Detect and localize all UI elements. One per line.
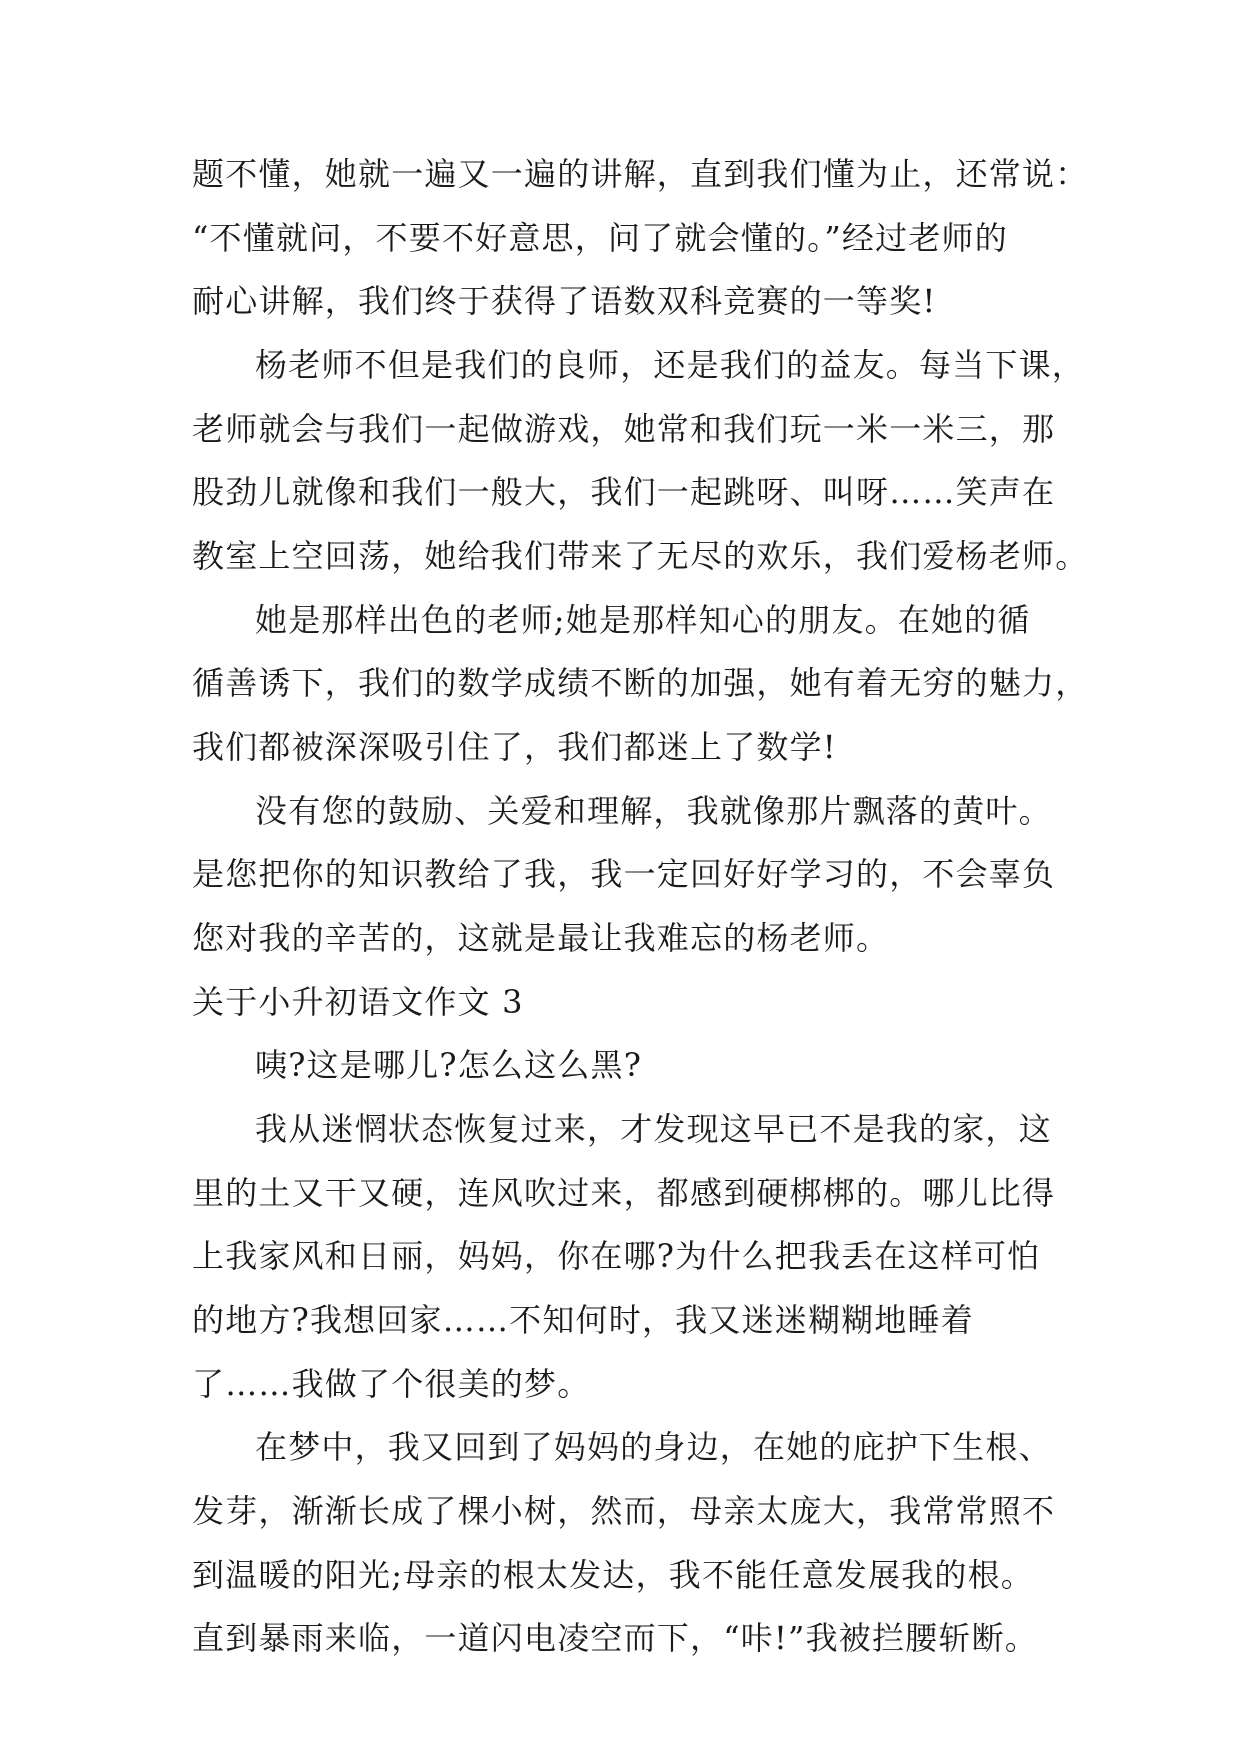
text-line: 到温暖的阳光;母亲的根太发达，我不能任意发展我的根。 (192, 1556, 1034, 1594)
text-line: 发芽，渐渐长成了棵小树，然而，母亲太庞大，我常常照不 (192, 1492, 1056, 1530)
paragraph-start-line: 没有您的鼓励、关爱和理解，我就像那片飘落的黄叶。 (255, 792, 1052, 830)
text-line: 的地方?我想回家……不知何时，我又迷迷糊糊地睡着 (192, 1301, 974, 1339)
text-line: 是您把你的知识教给了我，我一定回好好学习的，不会辜负 (192, 855, 1056, 893)
paragraph-start-line: 咦?这是哪儿?怎么这么黑? (255, 1046, 643, 1084)
paragraph-start-line: 她是那样出色的老师;她是那样知心的朋友。在她的循 (255, 601, 1031, 639)
text-line: 了……我做了个很美的梦。 (192, 1365, 591, 1403)
text-line: 里的土又干又硬，连风吹过来，都感到硬梆梆的。哪儿比得 (192, 1174, 1056, 1212)
paragraph-start-line: 在梦中，我又回到了妈妈的身边，在她的庇护下生根、 (255, 1428, 1052, 1466)
text-line: 股劲儿就像和我们一般大，我们一起跳呀、叫呀……笑声在 (192, 473, 1056, 511)
paragraph-start-line: 我从迷惘状态恢复过来，才发现这早已不是我的家，这 (255, 1110, 1052, 1148)
text-line: 耐心讲解，我们终于获得了语数双科竞赛的一等奖! (192, 282, 937, 320)
text-line: 您对我的辛苦的，这就是最让我难忘的杨老师。 (192, 919, 890, 957)
section-heading: 关于小升初语文作文 3 (192, 983, 524, 1021)
text-line: 直到暴雨来临，一道闪电凌空而下，“咔!”我被拦腰斩断。 (192, 1619, 1038, 1657)
text-line: 上我家风和日丽，妈妈，你在哪?为什么把我丢在这样可怕 (192, 1237, 1041, 1275)
text-line: 教室上空回荡，她给我们带来了无尽的欢乐，我们爱杨老师。 (192, 537, 1089, 575)
text-line: 老师就会与我们一起做游戏，她常和我们玩一米一米三，那 (192, 410, 1056, 448)
paragraph-start-line: 杨老师不但是我们的良师，还是我们的益友。每当下课， (255, 346, 1086, 384)
text-line: “不懂就问，不要不好意思，问了就会懂的。”经过老师的 (192, 219, 1008, 257)
text-line: 题不懂，她就一遍又一遍的讲解，直到我们懂为止，还常说： (192, 155, 1089, 193)
text-line: 我们都被深深吸引住了，我们都迷上了数学! (192, 728, 837, 766)
text-line: 循善诱下，我们的数学成绩不断的加强，她有着无穷的魅力， (192, 664, 1089, 702)
